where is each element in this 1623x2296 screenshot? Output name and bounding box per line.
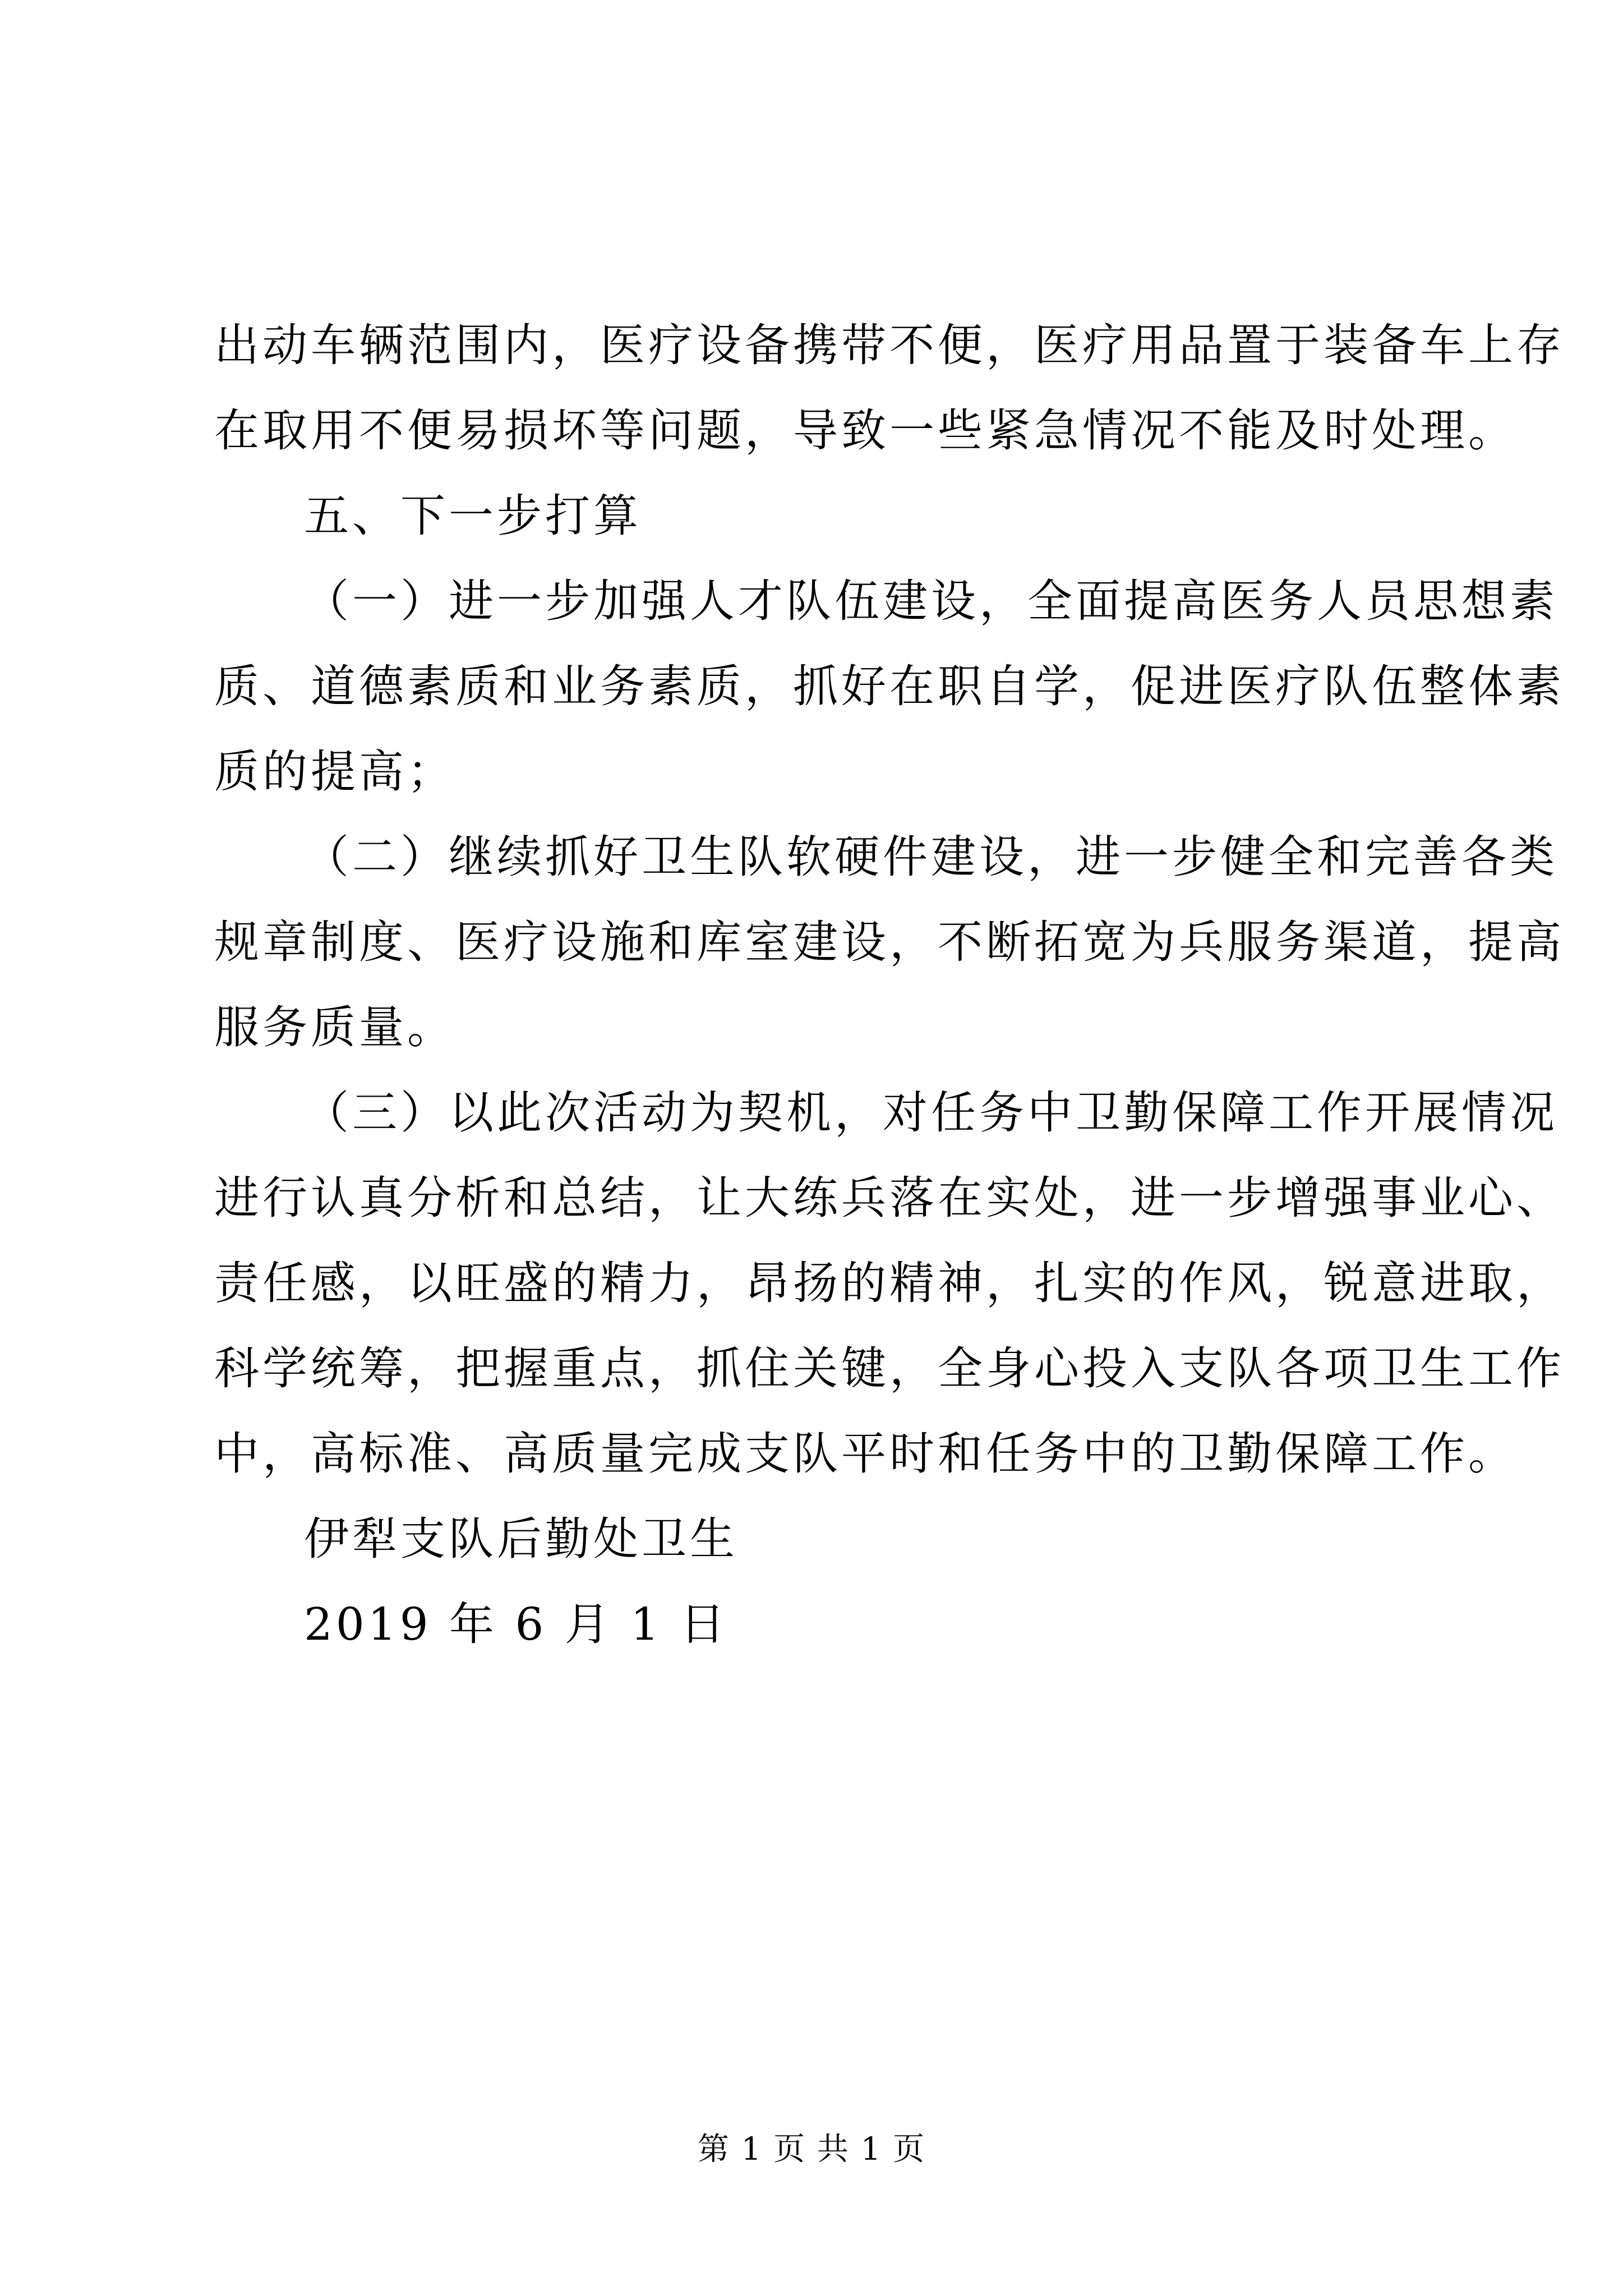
text-line: 出动车辆范围内，医疗设备携带不便，医疗用品置于装备车上存 [214,319,1565,371]
text-line: 服务质量。 [214,1001,455,1053]
page-number-footer: 第 1 页 共 1 页 [697,2131,926,2168]
text-line: 质、道德素质和业务素质，抓好在职自学，促进医疗队伍整体素 [214,660,1565,712]
text-line: 质的提高； [214,746,455,798]
document-body [214,303,1565,1667]
paragraph-equipment-issues [214,303,1565,473]
text-line: （三）以此次活动为契机，对任务中卫勤保障工作开展情况 [304,1087,1558,1139]
text-line: 伊犁支队后勤处卫生 [304,1513,738,1565]
text-line: 五、下一步打算 [304,490,642,542]
text-line: 2019 年 6 月 1 日 [304,1598,728,1650]
paragraph-item-three [214,1070,1565,1497]
signature-date [214,1582,1437,1667]
text-line: 科学统筹，把握重点，抓住关键，全身心投入支队各项卫生工作 [214,1342,1565,1395]
paragraph-item-two [214,815,1565,1070]
text-line: （二）继续抓好卫生队软硬件建设，进一步健全和完善各类 [304,831,1558,883]
section-heading-next-steps [214,473,1437,559]
text-line: 责任感，以旺盛的精力，昂扬的精神，扎实的作风，锐意进取， [214,1257,1565,1309]
text-line: 中，高标准、高质量完成支队平时和任务中的卫勤保障工作。 [214,1428,1516,1480]
signature-unit [214,1497,1437,1582]
text-line: 进行认真分析和总结，让大练兵落在实处，进一步增强事业心、 [214,1172,1565,1224]
paragraph-item-one [214,559,1565,815]
text-line: 规章制度、医疗设施和库室建设，不断拓宽为兵服务渠道，提高 [214,916,1565,968]
text-line: 在取用不便易损坏等问题，导致一些紧急情况不能及时处理。 [214,404,1516,457]
text-line: （一）进一步加强人才队伍建设，全面提高医务人员思想素 [304,575,1558,627]
